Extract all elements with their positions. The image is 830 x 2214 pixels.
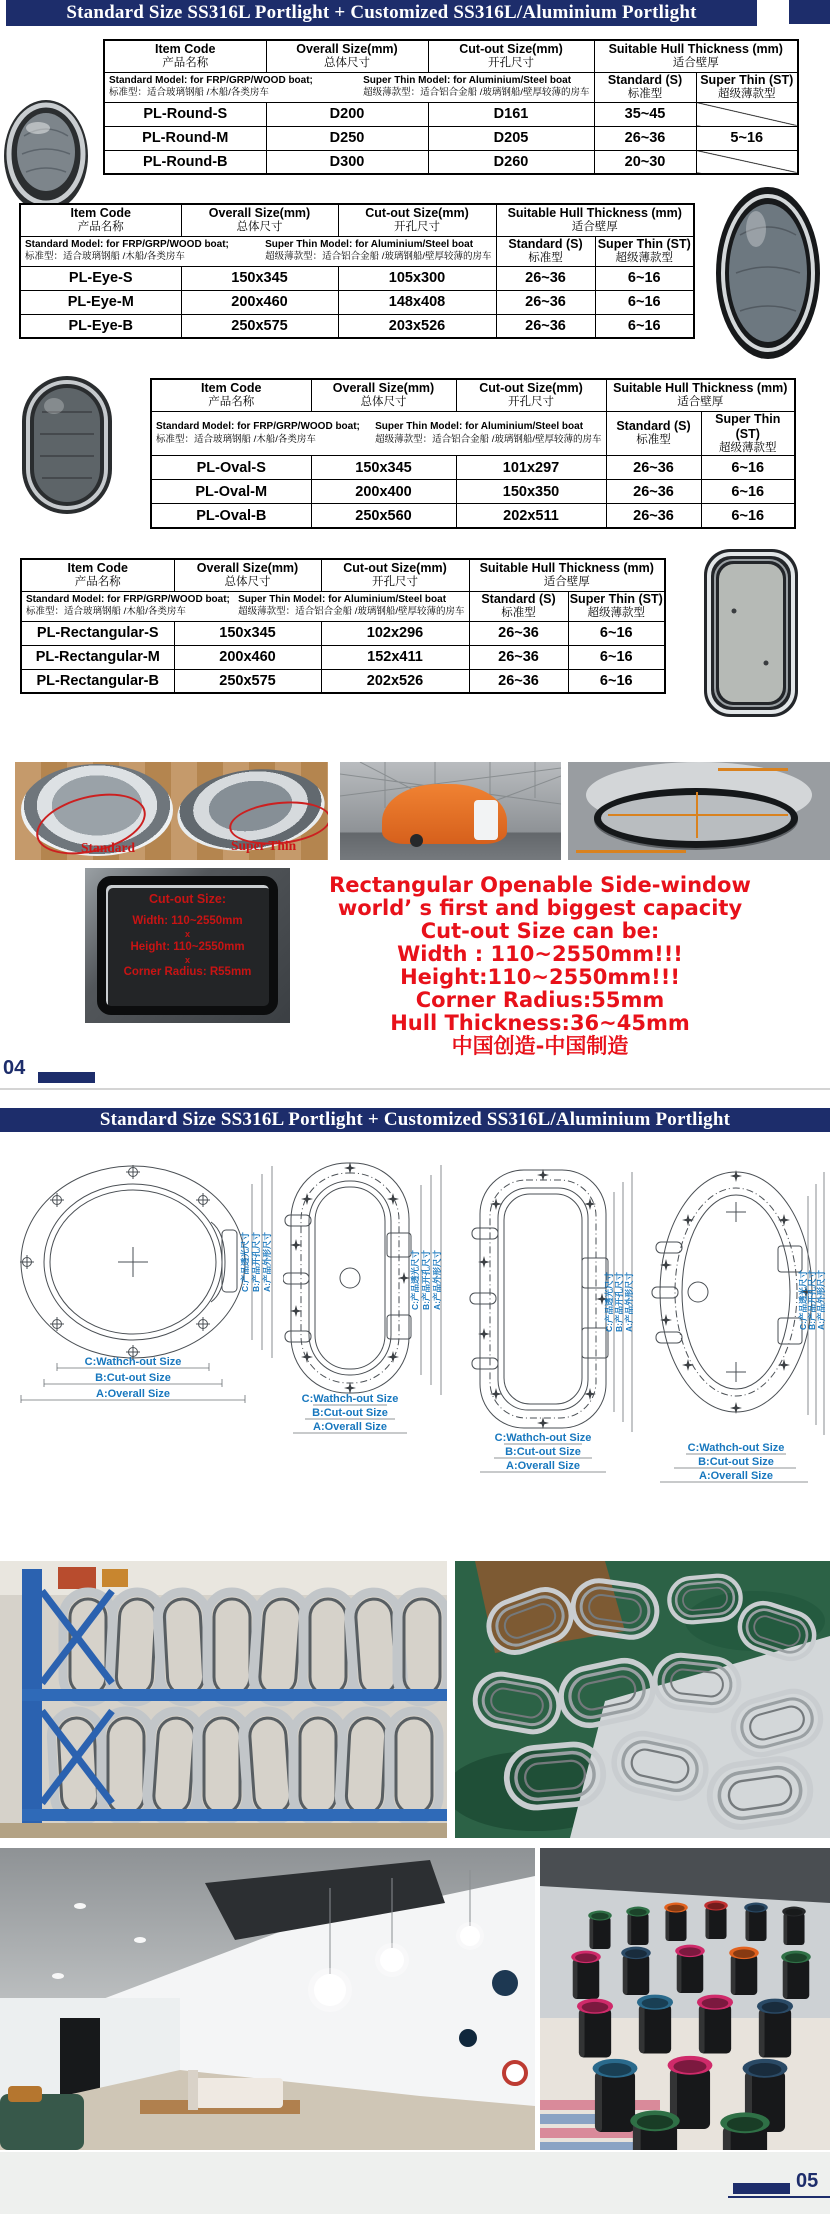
page-number-underline [728,2196,830,2198]
promo-line: Cut-out Size can be: [420,919,660,943]
drawing-label-c: C:Wathch-out Size [301,1393,399,1405]
table-row: PL-Round-M D250 D205 26~36 5~16 [104,126,798,150]
table-row: PL-Eye-M 200x460 148x408 26~36 6~16 [20,290,694,314]
table-header-row: Item Code 产品名称 Overall Size(mm) 总体尺寸 Cut-out Size(mm) 开孔尺寸 Suitable Hull Thickness (mm) 适合壁厚 [104,40,798,72]
drawing-label-b: B:Cut-out Size [95,1372,171,1384]
table-row: PL-Eye-S 150x345 105x300 26~36 6~16 [20,266,694,290]
page-number-bottom: 05 [796,2170,819,2192]
svg-text:C:产品透光尺寸: C:产品透光尺寸 [798,1270,808,1330]
col-cutout-size: Cut-out Size(mm) [459,41,563,56]
standard-vs-superthin-photo [15,762,328,860]
svg-text:B:产品开孔尺寸: B:产品开孔尺寸 [614,1272,624,1332]
rectangular-portlight-drawing [462,1162,642,1477]
round-portlight-drawing [15,1160,281,1405]
page-title-2: Standard Size SS316L Portlight + Customized SS316L/Aluminium Portlight [0,1108,830,1132]
promo-line: Hull Thickness:36~45mm [390,1011,690,1035]
svg-text:B:产品开孔尺寸: B:产品开孔尺寸 [807,1270,817,1330]
col-item-code: Item Code [155,41,216,56]
table-model-note-row: Standard Model: for FRP/GRP/WOOD boat; 标准型：适合玻璃钢船 /木船/各类房车 Super Thin Model: for Aluminium/Steel boat 超级薄款型：适合铝合金船 /玻璃钢船/壁厚较薄的房车 Standard (S) 标准型 Super Thin (ST) 超级薄款型 [151,411,795,456]
eye-spec-table [19,203,695,339]
round-spec-table [103,39,799,175]
promo-line: Corner Radius:55mm [415,988,665,1012]
promo-line: world’ s first and biggest capacity [337,896,743,920]
svg-text:B:产品开孔尺寸: B:产品开孔尺寸 [421,1250,431,1310]
page-number-bar [38,1072,95,1083]
header-corner-block [789,0,830,24]
dimension-line [608,814,788,816]
table-model-note-row: Standard Model: for FRP/GRP/WOOD boat; 标准型：适合玻璃钢船 /木船/各类房车 Super Thin Model: for Aluminium/Steel boat 超级薄款型：适合铝合金船 /玻璃钢船/壁厚较薄的房车 Standard (S) 标准型 Super Thin (ST) 超级薄款型 [20,236,694,266]
col-standard: Standard (S) [607,72,683,87]
camper-photo [340,762,561,860]
promo-text-block [260,874,820,1058]
std-model-note: Standard Model: for FRP/GRP/WOOD boat; [109,74,313,86]
table-row: PL-Rectangular-S 150x345 102x296 26~36 6~16 [21,621,665,645]
item-code: PL-Round-M [104,126,266,150]
eye-portlight-drawing [648,1160,830,1490]
round-portlight-photo [2,96,90,214]
promo-line: 中国创造-中国制造 [451,1034,629,1058]
rectangular-spec-table [20,558,666,694]
svg-text:A:产品外形尺寸: A:产品外形尺寸 [432,1250,442,1310]
annotated-oval-frame-photo [568,762,830,860]
rectangular-portlight-photo [700,545,802,721]
oval-portlight-photo [16,372,118,518]
oval-spec-table [150,378,796,529]
svg-text:C:Wathch-out Size: C:Wathch-out Size [494,1432,592,1444]
footer-strip [0,2152,830,2214]
dimension-line [696,792,698,838]
promo-line: Width : 110~2550mm!!! [397,942,683,966]
drawing-label-c-cn: C:产品透光尺寸 [240,1232,250,1292]
thin-model-note: Super Thin Model: for Aluminium/Steel boat [363,74,572,86]
na-cell [696,102,798,126]
drawing-label-c: C:Wathch-out Size [84,1356,182,1368]
table-row: PL-Oval-M 200x400 150x350 26~36 6~16 [151,480,795,504]
drawing-label-b-cn: B:产品开孔尺寸 [251,1232,261,1292]
col-overall-size: Overall Size(mm) [296,41,398,56]
oval-portlight-drawing [283,1155,453,1443]
page-number-bar-bottom [733,2183,790,2194]
col-super-thin: Super Thin (ST) [700,72,794,87]
table-row: PL-Round-B D300 D260 20~30 [104,150,798,174]
table-row: PL-Oval-B 250x560 202x511 26~36 6~16 [151,504,795,528]
svg-text:A:产品外形尺寸: A:产品外形尺寸 [624,1272,634,1332]
trim-rings-photo [540,1848,830,2150]
na-cell [696,150,798,174]
drawing-label-a-cn: A:产品外形尺寸 [262,1232,272,1292]
table-row: PL-Rectangular-B 250x575 202x526 26~36 6~16 [21,669,665,693]
factory-frames-photo [455,1561,830,1838]
table-model-note-row: Standard Model: for FRP/GRP/WOOD boat; 标准型：适合玻璃钢船 /木船/各类房车 Super Thin Model: for Aluminium/Steel boat 超级薄款型：适合铝合金船 /玻璃钢船/壁厚较薄的房车 Standard (S) 标准型 Super Thin (ST) 超级薄款型 [21,591,665,621]
table-row: PL-Round-S D200 D161 35~45 [104,102,798,126]
col-hull-thickness: Suitable Hull Thickness (mm) [608,41,783,56]
table-model-note-row: Standard Model: for FRP/GRP/WOOD boat; 标准型：适合玻璃钢船 /木船/各类房车 Super Thin Model: for Aluminium/Steel boat 超级薄款型：适合铝合金船 /玻璃钢船/壁厚较薄的房车 Standard (S) 标准型 Super Thin (ST) 超级薄款型 [104,72,798,102]
svg-text:B:Cut-out Size: B:Cut-out Size [505,1446,581,1458]
drawing-label-a: A:Overall Size [96,1388,170,1400]
promo-line: Height:110~2550mm!!! [400,965,680,989]
drawing-label-b: B:Cut-out Size [312,1407,388,1419]
svg-text:B:Cut-out Size: B:Cut-out Size [698,1456,774,1468]
camper-wheel [410,834,423,847]
svg-text:C:Wathch-out Size: C:Wathch-out Size [687,1442,785,1454]
annotation-mark [576,850,686,853]
showroom-photo [0,1848,535,2150]
super-thin-caption: Super Thin [231,838,297,853]
svg-text:C:产品透光尺寸: C:产品透光尺寸 [410,1250,420,1310]
svg-text:A:Overall Size: A:Overall Size [699,1470,773,1482]
standard-caption: Standard [81,840,136,855]
drawing-label-a: A:Overall Size [313,1421,387,1433]
annotation-mark [718,768,788,771]
svg-text:C:产品透光尺寸: C:产品透光尺寸 [604,1272,614,1332]
table-header-row: Item Code 产品名称 Overall Size(mm) 总体尺寸 Cut-out Size(mm) 开孔尺寸 Suitable Hull Thickness (mm) 适合壁厚 [20,204,694,236]
eye-portlight-photo [712,185,824,361]
item-code: PL-Round-B [104,150,266,174]
table-row: PL-Eye-B 250x575 203x526 26~36 6~16 [20,314,694,338]
item-code: PL-Round-S [104,102,266,126]
factory-rack-photo [0,1561,447,1838]
page-title: Standard Size SS316L Portlight + Customized SS316L/Aluminium Portlight [6,0,757,26]
window-spec-text: Cut-out Size: Width: 110~2550mm x Height: 110~2550mm x Corner Radius: R55mm [123,892,252,979]
svg-text:A:Overall Size: A:Overall Size [506,1460,580,1472]
orange-camper [382,784,507,844]
table-header-row: Item Code 产品名称 Overall Size(mm) 总体尺寸 Cut-out Size(mm) 开孔尺寸 Suitable Hull Thickness (mm) 适合壁厚 [21,559,665,591]
camper-door [474,800,498,840]
promo-line: Rectangular Openable Side-window [329,873,751,897]
table-row: PL-Rectangular-M 200x460 152x411 26~36 6~16 [21,645,665,669]
svg-text:A:产品外形尺寸: A:产品外形尺寸 [816,1270,826,1330]
table-header-row: Item Code 产品名称 Overall Size(mm) 总体尺寸 Cut-out Size(mm) 开孔尺寸 Suitable Hull Thickness (mm) 适合壁厚 [151,379,795,411]
divider-rule [0,1088,830,1090]
page-number-top: 04 [3,1057,26,1079]
table-row: PL-Oval-S 150x345 101x297 26~36 6~16 [151,456,795,480]
